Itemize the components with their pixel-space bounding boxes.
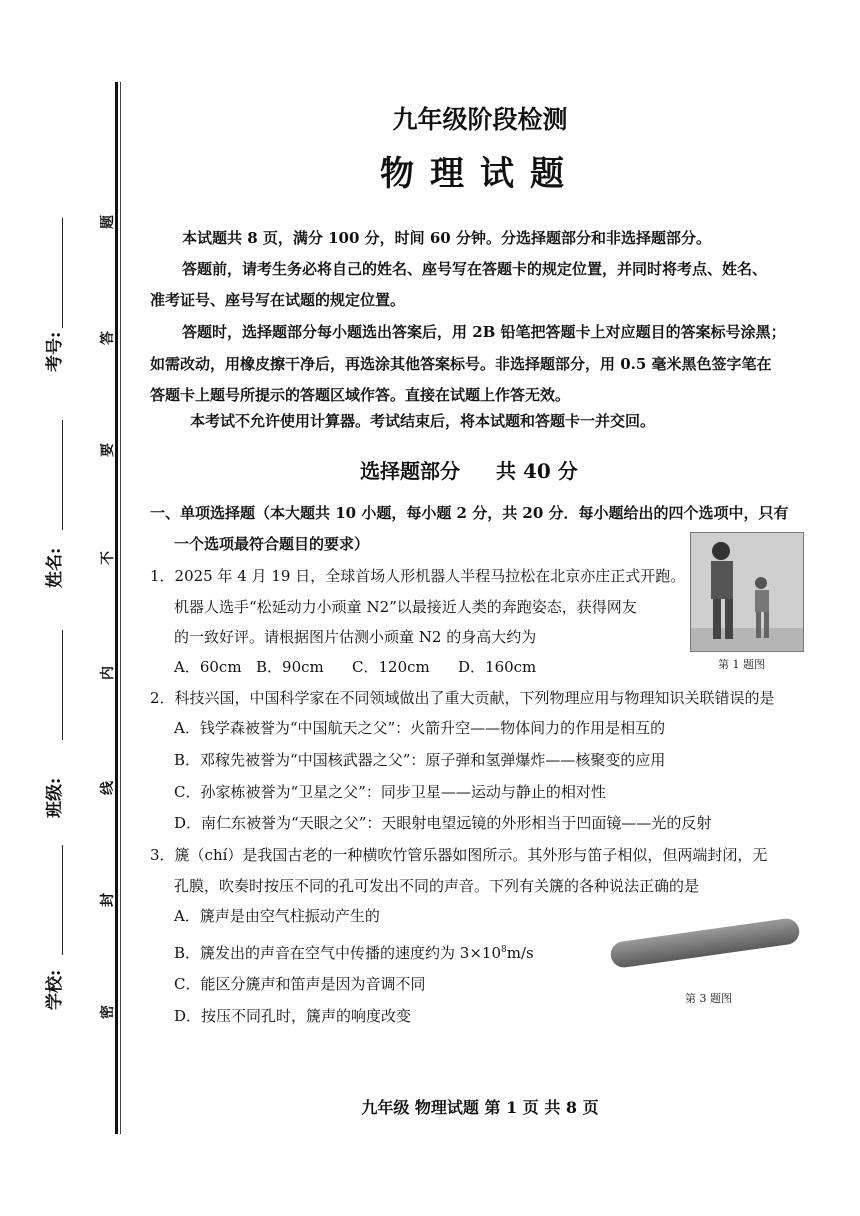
seal-char: 内: [100, 666, 116, 680]
exam-number-blank: [62, 218, 63, 328]
q1-figure-caption: 第 1 题图: [718, 658, 765, 671]
instruction-line: 本试题共 8 页，满分 100 分，时间 60 分钟。分选择题部分和非选择题部分。: [182, 229, 711, 247]
q3-stem: 孔膜，吹奏时按压不同的孔可发出不同的声音。下列有关篪的各种说法正确的是: [174, 877, 700, 895]
q3-option-d: D．按压不同孔时，篪声的响度改变: [174, 1007, 412, 1025]
q1-stem: 1．2025 年 4 月 19 日，全球首场人形机器人半程马拉松在北京亦庄正式开跑。: [150, 567, 686, 585]
q3-option-b-exponent: 8: [501, 945, 507, 955]
seal-char: 题: [100, 215, 116, 229]
q2-option-c: C．孙家栋被誉为“卫星之父”：同步卫星——运动与静止的相对性: [174, 783, 606, 801]
exam-number-label: 考号:: [45, 331, 65, 372]
instruction-line: 答题前，请考生务必将自己的姓名、座号写在答题卡的规定位置，并同时将考点、姓名、: [182, 260, 768, 278]
q1-options: [174, 657, 536, 677]
page-footer: 九年级 物理试题 第 1 页 共 8 页: [361, 1098, 599, 1117]
seal-char: 密: [100, 1005, 116, 1019]
q1-robot-photo: [690, 532, 804, 652]
section-score: 共 40 分: [496, 459, 578, 483]
class-field: [40, 777, 80, 878]
seal-char: 封: [100, 893, 116, 907]
q3-figure-caption: 第 3 题图: [685, 992, 732, 1005]
q3-stem: 3．篪（chí）是我国古老的一种横吹竹管乐器如图所示。其外形与笛子相似，但两端封闭，无: [150, 846, 768, 864]
q3-chi-flute-photo: [609, 917, 801, 969]
q3-option-b-text: B．篪发出的声音在空气中传播的速度约为 3×10: [174, 944, 501, 962]
seal-char: 不: [100, 551, 116, 565]
section-heading: [360, 455, 614, 484]
school-blank: [62, 845, 63, 955]
q3-option-c: C．能区分篪声和笛声是因为音调不同: [174, 975, 426, 993]
binding-line-inner: [120, 82, 121, 1134]
q2-option-b: B．邓稼先被誉为“中国核武器之父”：原子弹和氢弹爆炸——核聚变的应用: [174, 751, 666, 769]
q3-option-a: A．篪声是由空气柱振动产生的: [174, 907, 380, 925]
seal-char: 答: [100, 331, 116, 345]
class-blank: [62, 630, 63, 740]
seal-char: 要: [100, 443, 116, 457]
instruction-line: 如需改动，用橡皮擦干净后，再选涂其他答案标号。非选择题部分，用 0.5 毫米黑色签字笔在: [150, 355, 772, 373]
instruction-line: 本考试不允许使用计算器。考试结束后，将本试题和答题卡一并交回。: [190, 412, 656, 430]
q2-option-d: D．南仁东被誉为“天眼之父”：天眼射电望远镜的外形相当于凹面镜——光的反射: [174, 814, 712, 832]
exam-subtitle: 九年级阶段检测: [392, 105, 568, 134]
q3-option-b-unit: m/s: [506, 944, 534, 962]
exam-title: 物理试题: [380, 154, 580, 194]
q2-option-a: A．钱学森被誉为“中国航天之父”：火箭升空——物体间力的作用是相互的: [174, 719, 666, 737]
instruction-line: 答题卡上题号所提示的答题区域作答。直接在试题上作答无效。: [150, 386, 571, 404]
q1-option-d: D．160cm: [458, 658, 537, 676]
instruction-line: 准考证号、座号写在试题的规定位置。: [150, 291, 406, 309]
q1-option-b: B．90cm: [256, 658, 324, 676]
binding-line: [115, 82, 118, 1134]
q1-option-c: C．120cm: [352, 658, 430, 676]
seal-char: 线: [100, 781, 116, 795]
name-label: 姓名:: [45, 547, 65, 588]
part-title: 一、单项选择题（本大题共 10 小题，每小题 2 分，共 20 分．每小题给出的四个选项中，只有: [150, 504, 789, 522]
instruction-line: 答题时，选择题部分每小题选出答案后，用 2B 铅笔把答题卡上对应题目的答案标号涂黑；: [182, 323, 786, 341]
q1-option-a: A．60cm: [174, 658, 242, 676]
name-blank: [62, 420, 63, 530]
q2-stem: 2．科技兴国，中国科学家在不同领域做出了重大贡献，下列物理应用与物理知识关联错误的是: [150, 689, 775, 707]
section-name: 选择题部分: [360, 459, 460, 483]
part-title-cont: 一个选项最符合题目的要求）: [174, 535, 370, 553]
q3-option-b: [174, 940, 534, 963]
q1-stem: 的一致好评。请根据图片估测小顽童 N2 的身高大约为: [174, 628, 537, 646]
exam-number-field: [40, 331, 80, 432]
school-field: [40, 969, 80, 1070]
class-label: 班级:: [45, 777, 65, 818]
school-label: 学校:: [45, 969, 65, 1010]
q1-stem: 机器人选手“松延动力小顽童 N2”以最接近人类的奔跑姿态，获得网友: [174, 598, 637, 616]
name-field: [40, 547, 80, 648]
